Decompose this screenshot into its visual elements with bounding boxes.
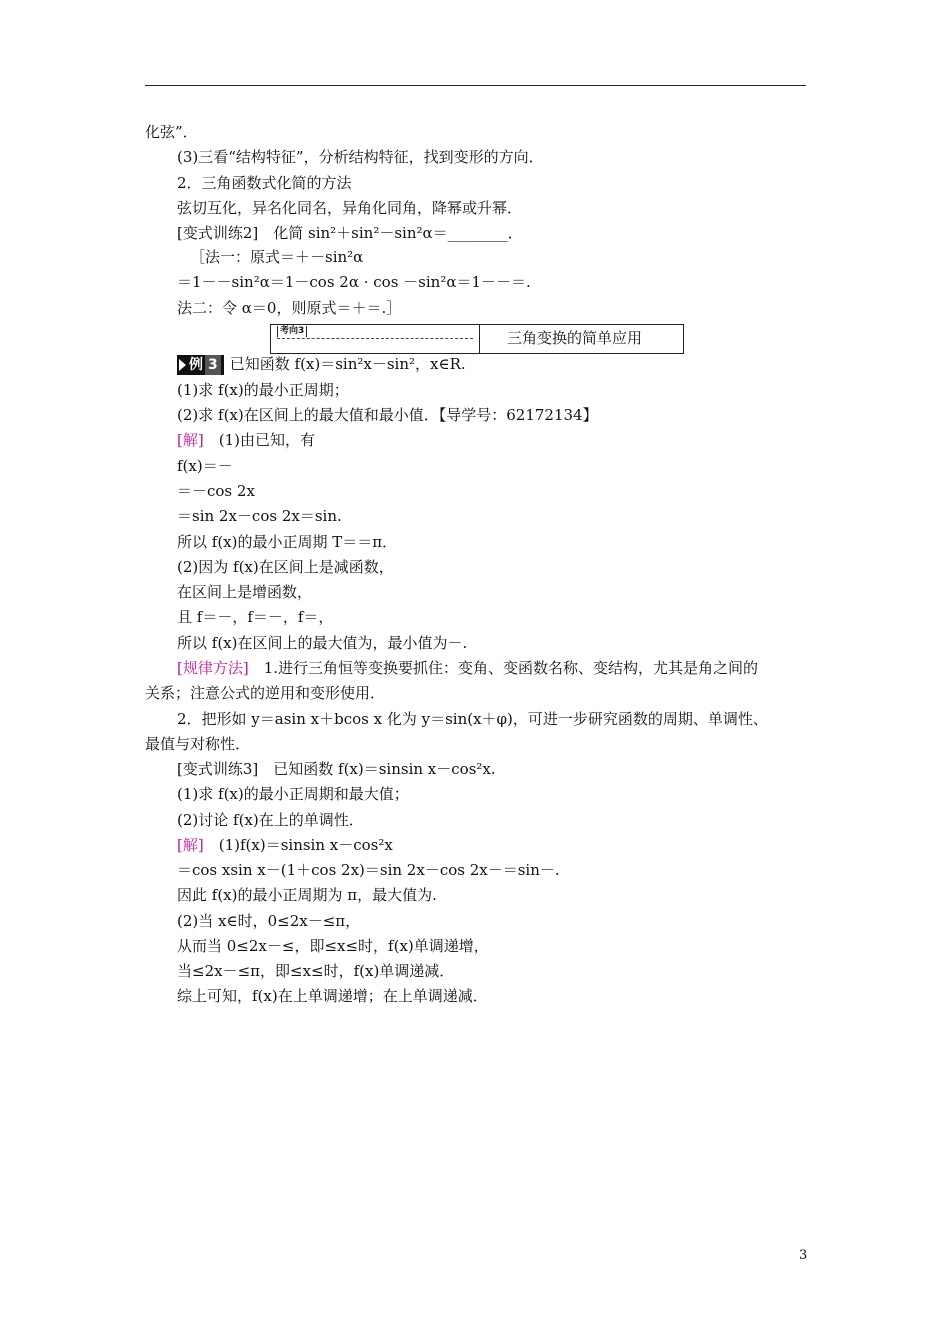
text-line: 弦切互化，异名化同名，异角化同角，降幂或升幂．: [177, 199, 523, 217]
text-line: ［法一：原式＝＋－sin²α: [190, 248, 364, 266]
example-text: 已知函数 f(x)＝sin²x－sin²，x∈R.: [229, 355, 466, 373]
text-line: 2．三角函数式化简的方法: [177, 174, 352, 192]
topic-title: 三角变换的简单应用: [507, 329, 643, 347]
example-line: [177, 354, 466, 375]
text-line: 所以 f(x)在区间上的最大值为，最小值为－.: [177, 634, 468, 652]
dashed-divider: [277, 338, 473, 339]
solution-label: [解]: [177, 836, 204, 854]
text-line: (2)讨论 f(x)在上的单调性．: [177, 811, 364, 829]
solution-label: [解]: [177, 431, 204, 449]
example-label: 例: [189, 357, 203, 373]
text-line: 从而当 0≤2x－≤，即≤x≤时，f(x)单调递增，: [177, 937, 489, 955]
text-line: (3)三看“结构特征”，分析结构特征，找到变形的方向．: [177, 148, 544, 166]
text-line: 关系；注意公式的逆用和变形使用．: [145, 684, 386, 702]
exercise-line: [变式训练3] 已知函数 f(x)＝sinsin x－cos²x.: [177, 760, 496, 778]
text-line: (2)当 x∈时，0≤2x－≤π，: [177, 912, 361, 930]
text-line: 且 f＝－，f＝－，f＝，: [177, 608, 334, 626]
text-line: 当≤2x－≤π，即≤x≤时，f(x)单调递减．: [177, 962, 455, 980]
text-line: ＝sin 2x－cos 2x＝sin.: [177, 507, 342, 525]
text-line: 因此 f(x)的最小正周期为 π，最大值为.: [177, 886, 437, 904]
text-line: ＝cos xsin x－(1＋cos 2x)＝sin 2x－cos 2x－＝sin－.: [177, 861, 560, 879]
rule-label: [规律方法]: [177, 659, 249, 677]
text-line: 所以 f(x)的最小正周期 T＝＝π．: [177, 533, 398, 551]
topic-tag-cell: [271, 325, 480, 353]
rule-text: 1.进行三角恒等变换要抓住：变角、变函数名称、变结构，尤其是角之间的: [263, 659, 759, 677]
rule-line: [177, 658, 758, 678]
text-line: (2)因为 f(x)在区间上是减函数，: [177, 558, 394, 576]
text-line: f(x)＝－: [177, 457, 233, 475]
text-line: 综上可知，f(x)在上单调递增；在上单调递减．: [177, 987, 488, 1005]
play-icon: [179, 359, 186, 371]
text-line: 2．把形如 y＝asin x＋bcos x 化为 y＝sin(x＋φ)，可进一步研究函数的周期、单调性、: [177, 710, 768, 728]
text-line: (1)求 f(x)的最小正周期；: [177, 381, 349, 399]
exercise-line: [变式训练2] 化简 sin²＋sin²－sin²α＝________．: [177, 224, 523, 242]
text-line: ＝－cos 2x: [177, 482, 255, 500]
topic-box: [270, 324, 684, 354]
text-line: 在区间上是增函数，: [177, 583, 313, 601]
header-rule: [145, 85, 806, 86]
example-number: 3: [205, 355, 221, 375]
solution-line: [177, 835, 393, 855]
text-line: 化弦”．: [145, 123, 198, 141]
text-line: 法二：令 α＝0，则原式＝＋＝.］: [177, 299, 402, 317]
solution-text: (1)f(x)＝sinsin x－cos²x: [218, 836, 393, 854]
text-line: (2)求 f(x)在区间上的最大值和最小值．【导学号：62172134】: [177, 406, 598, 424]
text-line: (1)求 f(x)的最小正周期和最大值；: [177, 785, 409, 803]
solution-text: (1)由已知，有: [218, 431, 315, 449]
page-number: 3: [799, 1248, 808, 1263]
text-line: ＝1－－sin²α＝1－cos 2α · cos －sin²α＝1－－＝.: [177, 273, 531, 291]
solution-line: [177, 430, 315, 450]
text-line: 最值与对称性．: [145, 735, 251, 753]
topic-tag: 考向3: [277, 326, 307, 337]
example-badge: [177, 355, 224, 375]
